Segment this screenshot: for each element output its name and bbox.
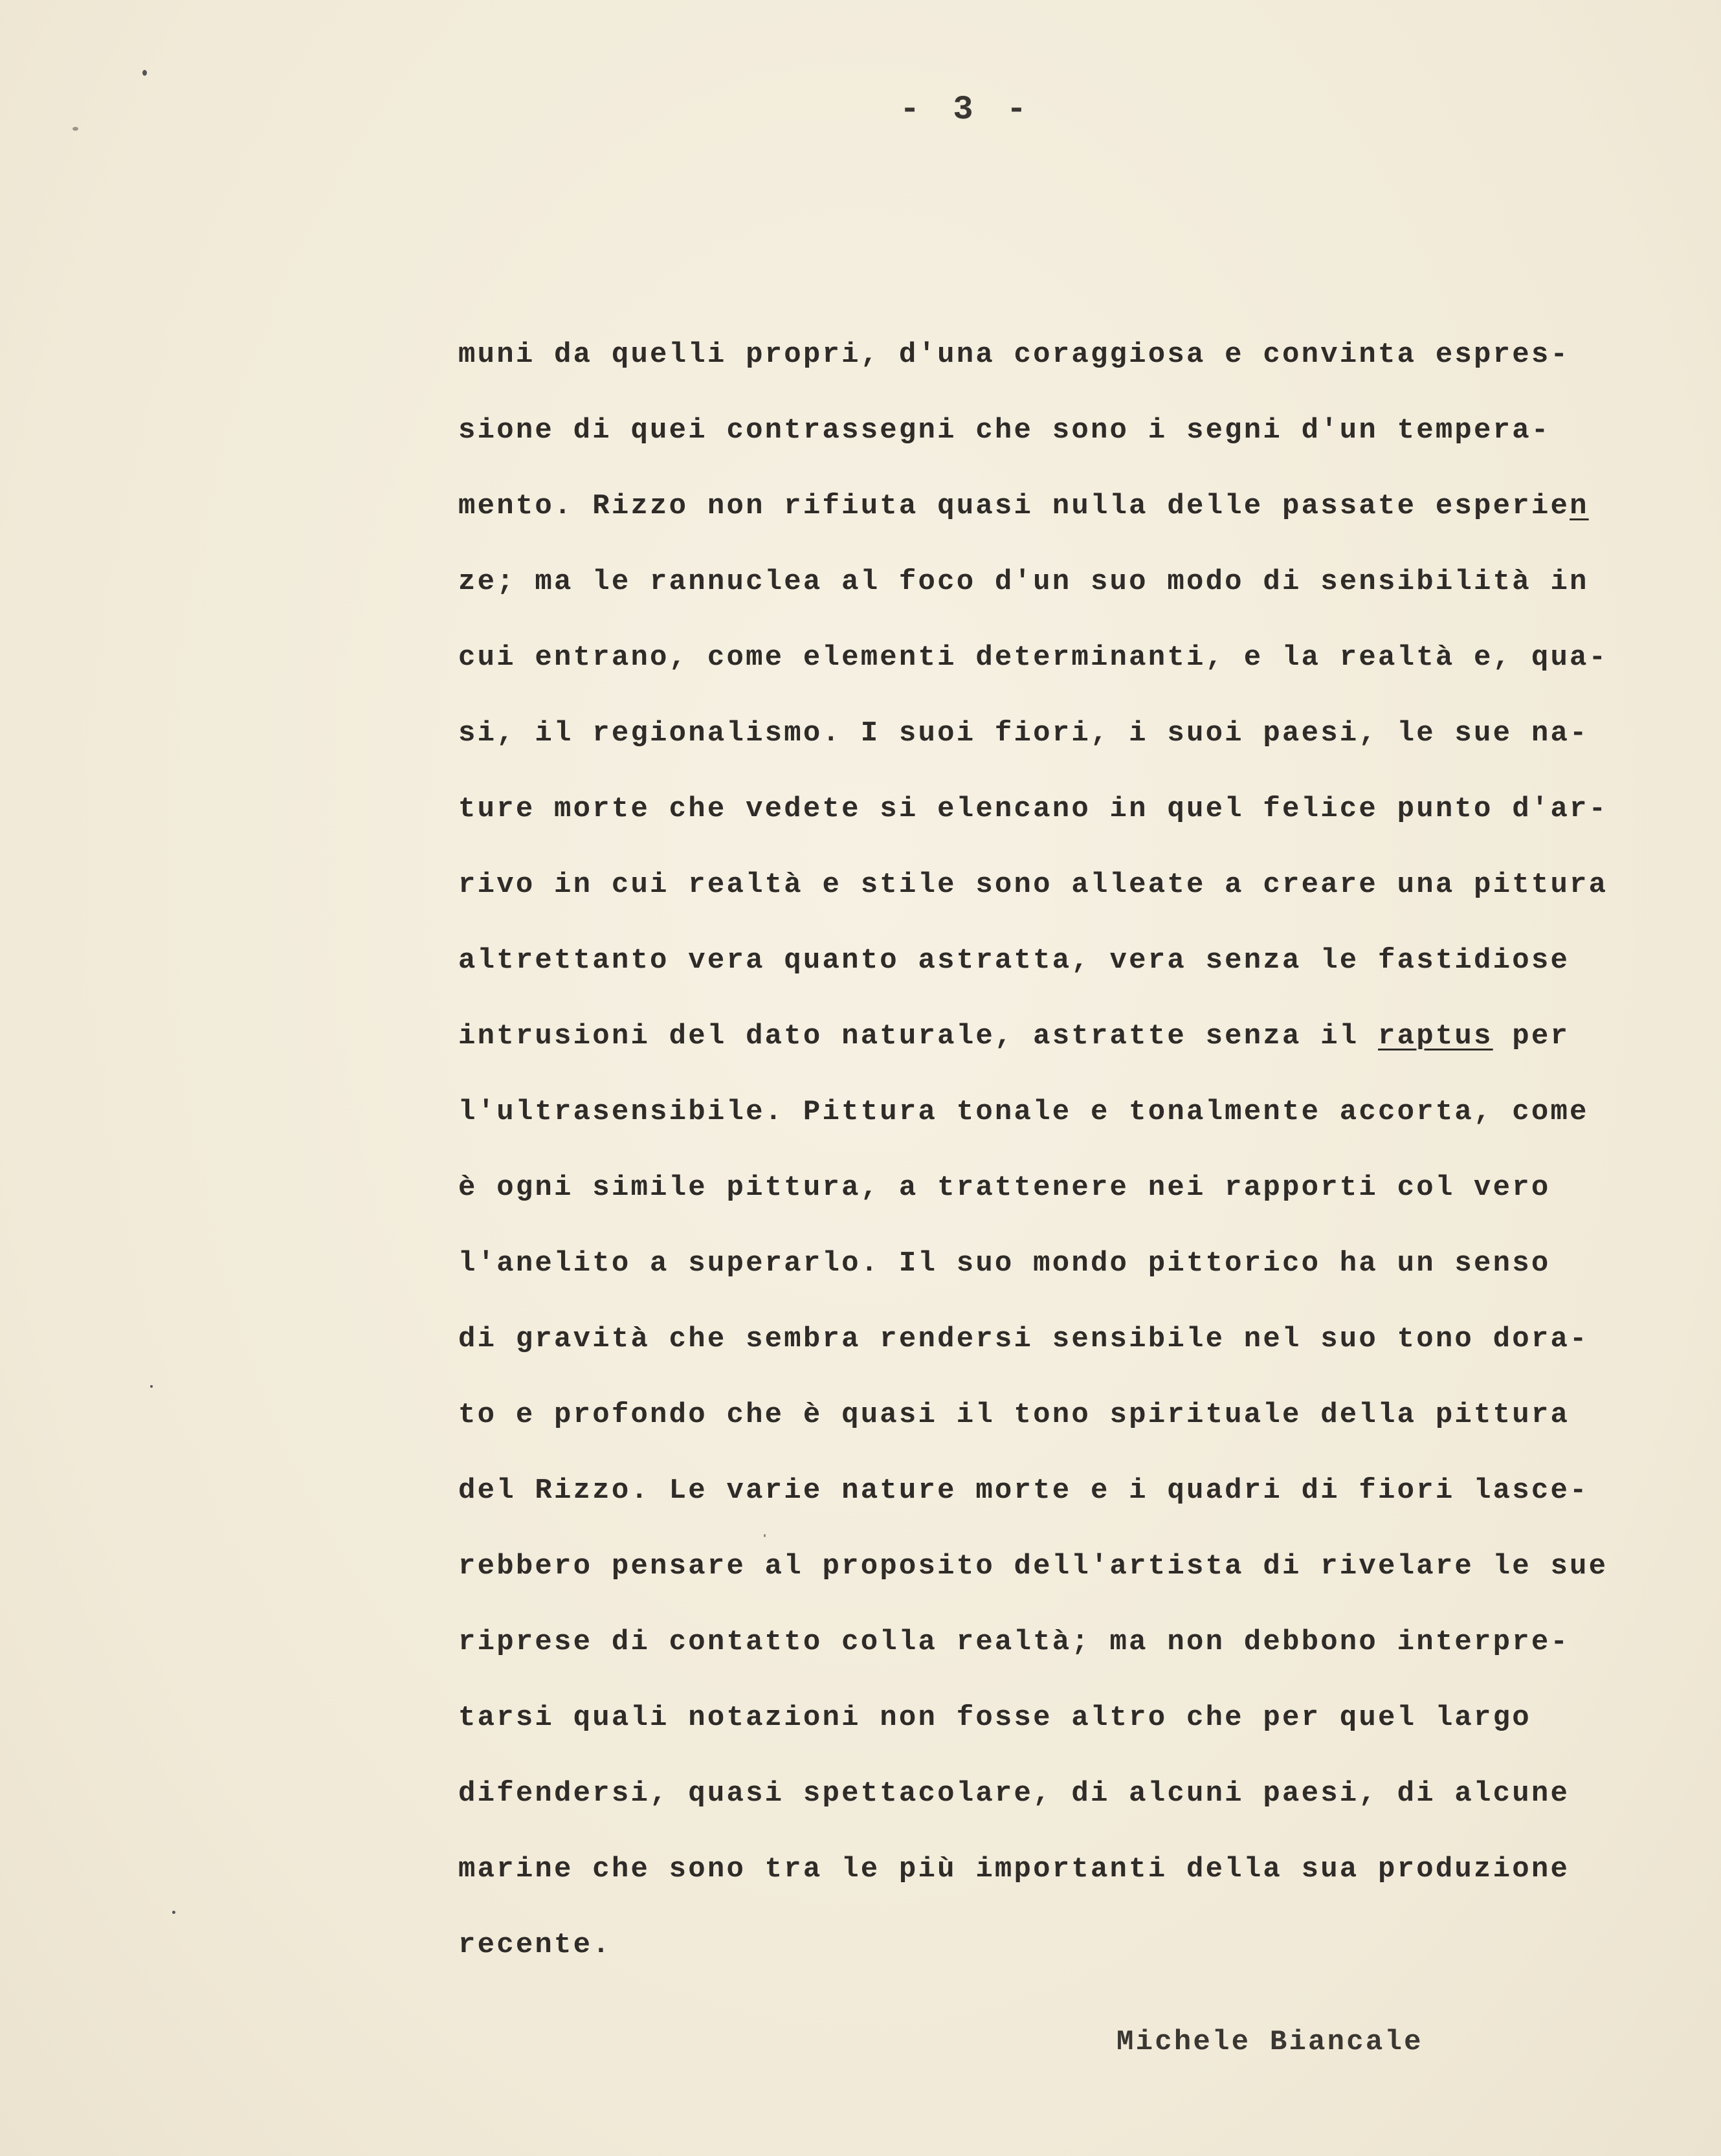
text-line: [458, 469, 1643, 544]
page-number: - 3 -: [900, 91, 1034, 129]
paper-speck: [72, 127, 78, 131]
text-line: muni da quelli propri, d'una coraggiosa e convinta espres-: [458, 339, 1570, 371]
text-line: di gravità che sembra rendersi sensibile nel suo tono dora-: [458, 1323, 1589, 1355]
signature: Michele Biancale: [1116, 2026, 1423, 2058]
text-line: tarsi quali notazioni non fosse altro che per quel largo: [458, 1702, 1531, 1734]
text-line: è ogni simile pittura, a trattenere nei rapporti col vero: [458, 1172, 1551, 1204]
text-line: cui entrano, come elementi determinanti, e la realtà e, qua-: [458, 641, 1608, 674]
text-line: [458, 999, 1643, 1074]
paper-speck: [764, 1534, 766, 1537]
text-line: to e profondo che è quasi il tono spirituale della pittura: [458, 1399, 1570, 1431]
text-line-segment: intrusioni del dato naturale, astratte senza il: [458, 1020, 1379, 1052]
text-line: sione di quei contrassegni che sono i segni d'un tempera-: [458, 414, 1551, 447]
text-line: marine che sono tra le più importanti della sua produzione: [458, 1853, 1570, 1885]
text-line: si, il regionalismo. I suoi fiori, i suoi paesi, le sue na-: [458, 717, 1589, 750]
text-line: l'anelito a superarlo. Il suo mondo pittorico ha un senso: [458, 1247, 1551, 1280]
text-line: altrettanto vera quanto astratta, vera senza le fastidiose: [458, 944, 1570, 977]
text-line: recente.: [458, 1929, 612, 1961]
text-line: ze; ma le rannuclea al foco d'un suo modo di sensibilità in: [458, 566, 1589, 598]
text-line-segment: mento. Rizzo non rifiuta quasi nulla delle passate esperie: [458, 490, 1570, 522]
text-line: del Rizzo. Le varie nature morte e i quadri di fiori lasce-: [458, 1474, 1589, 1507]
text-line: l'ultrasensibile. Pittura tonale e tonalmente accorta, come: [458, 1096, 1589, 1128]
text-line: ture morte che vedete si elencano in quel felice punto d'ar-: [458, 793, 1608, 825]
underlined-word-raptus: raptus: [1378, 1020, 1493, 1052]
text-line: difendersi, quasi spettacolare, di alcuni paesi, di alcune: [458, 1777, 1570, 1810]
paper-speck: [142, 70, 147, 76]
underlined-letter: n: [1570, 490, 1589, 522]
paper-speck: [150, 1385, 153, 1388]
paper-speck: [172, 1911, 175, 1914]
body-text: [458, 317, 1643, 1983]
text-line-segment: per: [1493, 1020, 1570, 1052]
text-line: riprese di contatto colla realtà; ma non debbono interpre-: [458, 1626, 1570, 1658]
text-line: rebbero pensare al proposito dell'artista di rivelare le sue: [458, 1550, 1608, 1583]
text-line: rivo in cui realtà e stile sono alleate a creare una pittura: [458, 869, 1608, 901]
